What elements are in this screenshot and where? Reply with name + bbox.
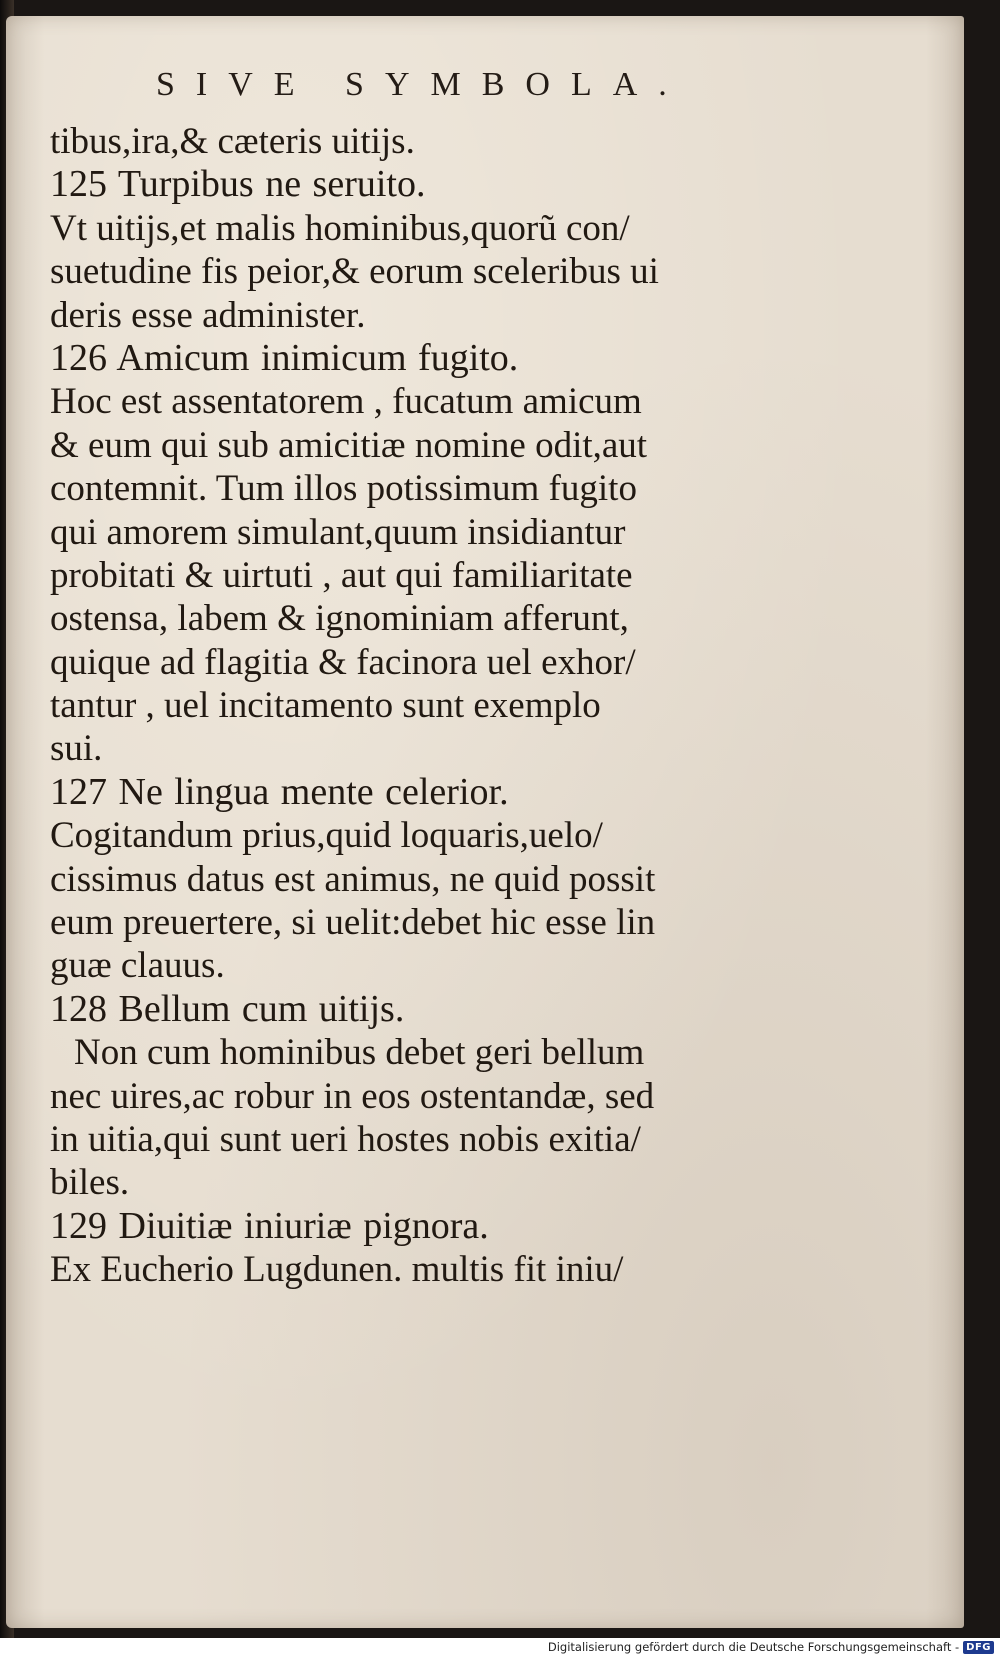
- maxim-heading-129: 129 Diuitiæ iniuriæ pignora.: [50, 1204, 489, 1247]
- text-line: contemnit. Tum illos potissimum fugito: [50, 468, 637, 510]
- maxim-heading-128: 128 Bellum cum uitijs.: [50, 987, 405, 1030]
- text-line: Vt uitijs,et malis hominibus,quorũ con/: [50, 207, 630, 249]
- text-line: qui amorem simulant,quum insidiantur: [50, 511, 626, 553]
- footer-bar: [0, 1638, 1000, 1660]
- text-line: cissimus datus est animus, ne quid possit: [50, 858, 656, 900]
- text-line: Non cum hominibus debet geri bellum: [74, 1032, 645, 1074]
- text-line: eum preuertere, si uelit:debet hic esse lin: [50, 902, 656, 944]
- text-line: tibus,ira,& cæteris uitijs.: [50, 121, 415, 162]
- book-page: [6, 16, 964, 1628]
- text-line: guæ clauus.: [50, 945, 225, 987]
- text-line: & eum qui sub amicitiæ nomine odit,aut: [50, 424, 648, 466]
- footer-credit: [548, 1640, 994, 1654]
- dfg-logo-icon: DFG: [963, 1641, 994, 1654]
- text-line: Hoc est assentatorem , fucatum amicum: [50, 381, 642, 423]
- running-head: SIVE SYMBOLA.: [156, 66, 688, 103]
- text-line: probitati & uirtuti , aut qui familiaritate: [50, 554, 633, 596]
- text-line: deris esse administer.: [50, 294, 366, 336]
- text-line: suetudine fis peior,& eorum sceleribus ui: [50, 251, 659, 293]
- maxim-heading-126: 126 Amicum inimicum fugito.: [50, 336, 519, 379]
- text-line: quique ad flagitia & facinora uel exhor/: [50, 641, 636, 683]
- text-line: in uitia,qui sunt ueri hostes nobis exitia/: [50, 1118, 641, 1160]
- text-line: tantur , uel incitamento sunt exemplo: [50, 685, 601, 727]
- text-line: Ex Eucherio Lugdunen. multis fit iniu/: [50, 1249, 624, 1291]
- text-line: Cogitandum prius,quid loquaris,uelo/: [50, 815, 603, 857]
- text-line: ostensa, labem & ignominiam afferunt,: [50, 598, 629, 640]
- text-line: nec uires,ac robur in eos ostentandæ, sed: [50, 1075, 655, 1117]
- maxim-heading-127: 127 Ne lingua mente celerior.: [50, 770, 509, 813]
- maxim-heading-125: 125 Turpibus ne seruito.: [50, 163, 426, 206]
- footer-credit-text: Digitalisierung gefördert durch die Deutsche Forschungsgemeinschaft -: [547, 1640, 960, 1654]
- text-line: biles.: [50, 1162, 130, 1204]
- page-text-block: [50, 120, 790, 1292]
- text-line: sui.: [50, 728, 103, 770]
